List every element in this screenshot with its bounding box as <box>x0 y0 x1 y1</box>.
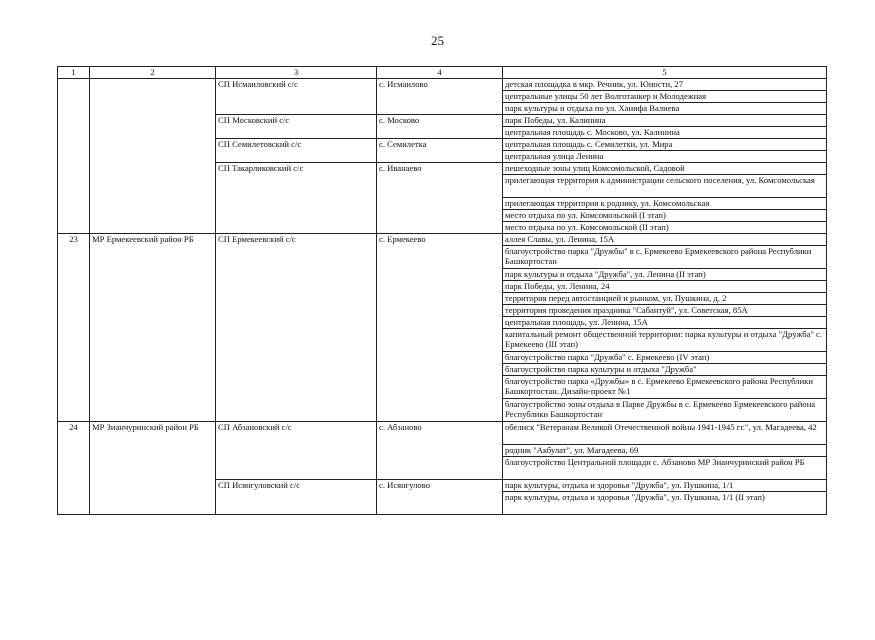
table-row <box>58 79 827 91</box>
column-header: 1 <box>58 67 90 79</box>
improvement-item: прилегающая территория к роднику, ул. Комсомольская <box>503 198 827 210</box>
improvement-item: центральная улица Ленина <box>503 151 827 163</box>
village-cell: с. Исмаилово <box>377 79 503 115</box>
improvement-item: родник "Акбулат", ул. Магадеева, 69 <box>503 445 827 457</box>
column-header: 4 <box>377 67 503 79</box>
village-cell: с. Абзаново <box>377 422 503 480</box>
column-header: 3 <box>216 67 377 79</box>
village-cell: с. Семилетка <box>377 139 503 163</box>
table-row <box>58 422 827 445</box>
village-cell: с. Исянгулово <box>377 480 503 515</box>
village-cell: с. Москово <box>377 115 503 139</box>
improvement-item: центральная площадь с. Москово, ул. Калинина <box>503 127 827 139</box>
improvement-item: центральная площадь с. Семилетки, ул. Мира <box>503 139 827 151</box>
column-header: 5 <box>503 67 827 79</box>
district-cell <box>90 79 216 234</box>
improvement-item: центральные улицы 50 лет Волготанкер и Молодежная <box>503 91 827 103</box>
table-header-row <box>58 67 827 79</box>
settlement-cell: СП Исянгуловский с/с <box>216 480 377 515</box>
improvement-item: капитальный ремонт общественной территории: парка культуры и отдыха "Дружба" с. Ермекеево (III этап) <box>503 329 827 352</box>
district-cell: МР Зианчуринский район РБ <box>90 422 216 515</box>
data-table <box>57 66 827 515</box>
settlement-cell: СП Абзановский с/с <box>216 422 377 480</box>
improvement-item: благоустройство парка «Дружбы» в с. Ермекеево Ермекеевского района Республики Башкортостан. Дизайн-проект №1 <box>503 376 827 399</box>
improvement-item: место отдыха по ул. Комсомольской (I этап) <box>503 210 827 222</box>
improvement-item: парк Победы, ул. Ленина, 24 <box>503 281 827 293</box>
improvement-item: аллея Славы, ул. Ленина, 15А <box>503 234 827 246</box>
column-header: 2 <box>90 67 216 79</box>
settlement-cell: СП Исмаиловский с/с <box>216 79 377 115</box>
improvement-item: место отдыха по ул. Комсомольской (II этап) <box>503 222 827 234</box>
settlement-cell: СП Такарликовский с/с <box>216 163 377 234</box>
improvement-item: территория перед автостанцией и рынком, ул. Пушкина, д. 2 <box>503 293 827 305</box>
row-number: 24 <box>58 422 90 515</box>
page-number: 25 <box>431 33 444 48</box>
improvement-item: благоустройство парка "Дружба" с. Ермекеево (IV этап) <box>503 352 827 364</box>
improvement-item: парк культуры, отдыха и здоровья "Дружба", ул. Пушкина, 1/1 <box>503 480 827 492</box>
improvement-item: детская площадка в мкр. Речник, ул. Юности, 27 <box>503 79 827 91</box>
improvement-item: благоустройство зоны отдыха в Парке Дружбы в с. Ермекеево Ермекеевского района Республики Башкортостан <box>503 399 827 422</box>
improvement-item: парк культуры, отдыха и здоровья "Дружба", ул. Пушкина, 1/1 (II этап) <box>503 492 827 515</box>
village-cell: с. Иванаево <box>377 163 503 234</box>
improvement-item: территория проведения праздника "Сабантуй", ул. Советская, 85А <box>503 305 827 317</box>
district-cell: МР Ермекеевский район РБ <box>90 234 216 422</box>
village-cell: с. Ермекеево <box>377 234 503 422</box>
improvement-item: центральная площадь, ул. Ленина, 15А <box>503 317 827 329</box>
improvement-item: благоустройство Центральной площади с. Абзаново МР Зианчуринский район РБ <box>503 457 827 480</box>
improvement-item: прилегающая территория к администрации сельского поселения, ул. Комсомольская <box>503 175 827 198</box>
improvement-item: парк культуры и отдыха по ул. Ханифа Валиева <box>503 103 827 115</box>
row-number: 23 <box>58 234 90 422</box>
settlement-cell: СП Ермекеевский с/с <box>216 234 377 422</box>
settlement-cell: СП Семилетовский с/с <box>216 139 377 163</box>
improvement-item: обелиск "Ветеранам Великой Отечественной войны 1941-1945 гг.", ул. Магадеева, 42 <box>503 422 827 445</box>
improvement-item: благоустройство парка "Дружбы" в с. Ермекеево Ермекеевского района Республики Башкортостан <box>503 246 827 269</box>
improvement-item: парк культуры и отдыха "Дружба", ул. Ленина (II этап) <box>503 269 827 281</box>
table-row <box>58 234 827 246</box>
improvement-item: парк Победы, ул. Калинина <box>503 115 827 127</box>
improvement-item: благоустройство парка культуры и отдыха "Дружба" <box>503 364 827 376</box>
row-number <box>58 79 90 234</box>
settlement-cell: СП Московский с/с <box>216 115 377 139</box>
improvement-item: пешеходные зоны улиц Комсомольской, Садовой <box>503 163 827 175</box>
